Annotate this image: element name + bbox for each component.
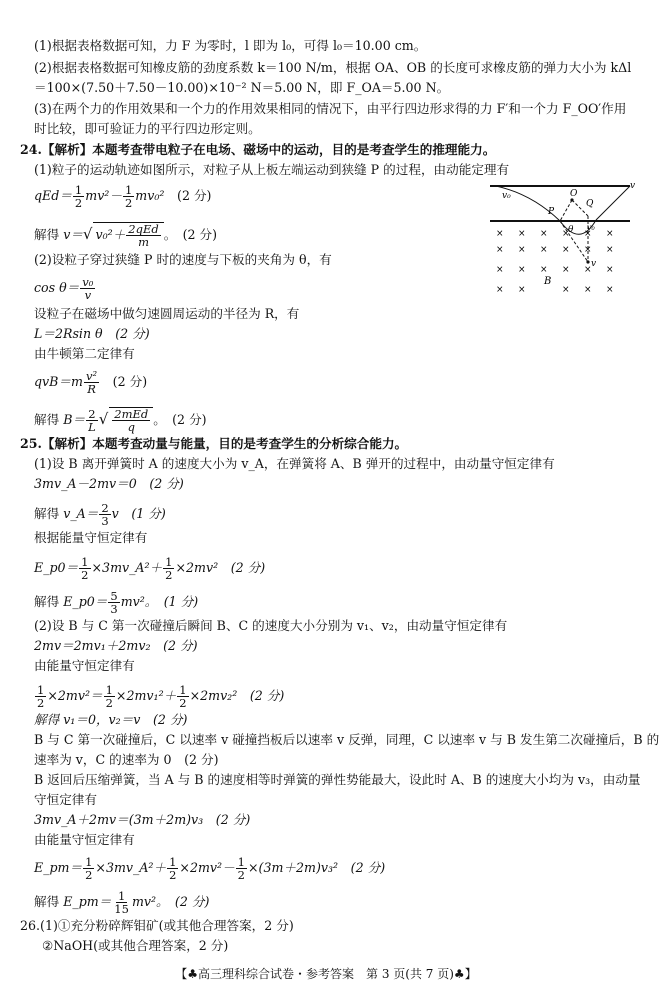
field-cross: × — [518, 245, 526, 255]
field-cross: × — [584, 265, 592, 275]
field-cross: × — [540, 265, 548, 275]
q24-step3: 设粒子在磁场中做匀速圆周运动的半径为 R，有 — [34, 306, 300, 321]
q24-eq-radius: L＝2Rsin θ (2 分) — [34, 326, 150, 341]
q25-eq-Ep0: 解得 E_p0＝ $\frac{5}{3}$ mv²。 (1 分) — [34, 589, 199, 616]
q24-eq-newton: qvB＝m $\frac{\text{v²}}{R}$ (2 分) — [34, 369, 148, 396]
q24-eq-field: 解得 B＝ $\frac{2}{L}$ √ $\frac{\text{2mEd}}{q}$ 。 (2 分) — [34, 407, 207, 434]
field-cross: × — [584, 229, 592, 239]
q25-step5-line1: B 与 C 第一次碰撞后，C 以速率 v 碰撞挡板后以速率 v 反弹，同理，C 以速率 v 与 B 发生第二次碰撞后，B 的 — [34, 732, 659, 747]
q25-eq-vA: 解得 v_A＝ $\frac{2}{3}$ v (1 分) — [34, 501, 166, 528]
q23-part3-line1: (3)在两个力的作用效果和一个力的作用效果相同的情况下，由平行四边形求得的力 F′和一个力 F_OO′作用 — [34, 101, 627, 116]
field-cross: × — [584, 285, 592, 295]
fig-label-v-top: v — [630, 181, 636, 191]
q23-part2-line2: ＝100×(7.50＋7.50－10.00)×10⁻² N＝5.00 N，即 F_OA＝5.00 N。 — [34, 80, 450, 95]
field-cross: × — [606, 245, 614, 255]
q25-heading: 25.【解析】本题考查动量与能量，目的是考查学生的分析综合能力。 — [20, 436, 408, 451]
field-cross: × — [540, 229, 548, 239]
field-cross: × — [562, 229, 570, 239]
fig-label-v0-top: v₀ — [502, 191, 511, 201]
fig-label-P: P — [548, 207, 555, 217]
page-footer: 【♣高三理科综合试卷・参考答案 第 3 页(共 7 页)♣】 — [175, 967, 477, 981]
q26-line1: 26.(1)①充分粉碎辉钼矿(或其他合理答案，2 分) — [20, 918, 294, 933]
fig-label-O: O — [570, 189, 578, 199]
q25-eq-energy1: E_p0＝ $\frac{1}{2}$ ×3mv_A²＋ $\frac{1}{2}$ ×2mv² (2 分) — [34, 555, 266, 582]
q25-eq-energy3: E_pm＝ $\frac{1}{2}$ ×3mv_A²＋ $\frac{1}{2}$ ×2mv²－ $\frac{1}{2}$ ×(3m＋2m)v₃² (2 分) — [34, 855, 386, 882]
field-cross: × — [584, 245, 592, 255]
q25-step3: (2)设 B 与 C 第一次碰撞后瞬间 B、C 的速度大小分别为 v₁、v₂，由动量守恒定律有 — [34, 618, 508, 633]
q24-eq-cos: cos θ＝ $\frac{\text{v₀}}{v}$ — [34, 275, 94, 302]
fig-label-v0-bottom: v₀ — [587, 223, 595, 232]
q23-part2-line1: (2)根据表格数据可知橡皮筋的劲度系数 k＝100 N/m，根据 OA、OB 的长度可求橡皮筋的弹力大小为 kΔl — [34, 60, 632, 75]
q25-step6-line1: B 返回后压缩弹簧，当 A 与 B 的速度相等时弹簧的弹性势能最大，设此时 A、B 的速度大小均为 v₃，由动量 — [34, 772, 641, 787]
q25-eq-momentum1: 3mv_A－2mv＝0 (2 分) — [34, 476, 184, 491]
field-cross: × — [540, 245, 548, 255]
q26-line2: ②NaOH(或其他合理答案，2 分) — [42, 938, 229, 953]
field-cross: × — [606, 229, 614, 239]
field-cross: × — [496, 229, 504, 239]
q24-eq-velocity: 解得 v＝√ v₀²＋ $\frac{\text{2qEd}}{m}$ 。 (2 分) — [34, 222, 218, 249]
field-cross: × — [562, 285, 570, 295]
q23-part1: (1)根据表格数据可知，力 F 为零时，l 即为 l₀，可得 l₀＝10.00 cm。 — [34, 38, 427, 53]
field-cross: × — [518, 285, 526, 295]
q25-eq-Epm: 解得 E_pm＝ $\frac{1}{15}$ mv²。 (2 分) — [34, 889, 210, 916]
q25-step1: (1)设 B 离开弹簧时 A 的速度大小为 v_A，在弹簧将 A、B 弹开的过程中，由动量守恒定律有 — [34, 456, 555, 471]
q24-heading: 24.【解析】本题考查带电粒子在电场、磁场中的运动，目的是考查学生的推理能力。 — [20, 142, 496, 157]
q24-step1: (1)粒子的运动轨迹如图所示，对粒子从上板左端运动到狭缝 P 的过程，由动能定理有 — [34, 162, 510, 177]
fig-label-theta: θ — [568, 225, 574, 235]
q25-eq-momentum2: 2mv＝2mv₁＋2mv₂ (2 分) — [34, 638, 198, 653]
q25-step5-line2: 速率为 v，C 的速率为 0 (2 分) — [34, 752, 219, 767]
field-cross: × — [606, 265, 614, 275]
q25-eq-energy2: $\frac{1}{2}$ ×2mv²＝ $\frac{1}{2}$ ×2mv₁²＋ $\frac{1}{2}$ ×2mv₂² (2 分) — [37, 683, 285, 710]
q24-step4: 由牛顿第二定律有 — [34, 346, 135, 361]
q24-eq-energy: qEd＝ $\frac{1}{2}$ mv²－ $\frac{1}{2}$ mv₀² (2 分) — [34, 183, 212, 210]
q24-trajectory-figure — [484, 176, 634, 298]
field-cross: × — [606, 285, 614, 295]
fig-label-v-bottom: v — [591, 259, 597, 269]
q23-part3-line2: 时比较，即可验证力的平行四边形定则。 — [34, 121, 261, 136]
field-cross: × — [562, 265, 570, 275]
q25-step7: 由能量守恒定律有 — [34, 832, 135, 847]
q25-step4: 由能量守恒定律有 — [34, 658, 135, 673]
field-cross: × — [496, 285, 504, 295]
q25-eq-momentum3: 3mv_A＋2mv＝(3m＋2m)v₃ (2 分) — [34, 812, 251, 827]
q25-step6-line2: 守恒定律有 — [34, 792, 97, 807]
fig-label-Q: Q — [586, 199, 594, 209]
field-cross: × — [518, 229, 526, 239]
field-cross: × — [518, 265, 526, 275]
field-cross: × — [496, 265, 504, 275]
field-cross: × — [496, 245, 504, 255]
field-cross: × — [562, 245, 570, 255]
q25-step2: 根据能量守恒定律有 — [34, 530, 148, 545]
fig-label-B: B — [544, 276, 552, 287]
q24-step2: (2)设粒子穿过狭缝 P 时的速度与下板的夹角为 θ，有 — [34, 252, 332, 267]
q25-eq-v1v2: 解得 v₁＝0，v₂＝v (2 分) — [34, 712, 188, 727]
